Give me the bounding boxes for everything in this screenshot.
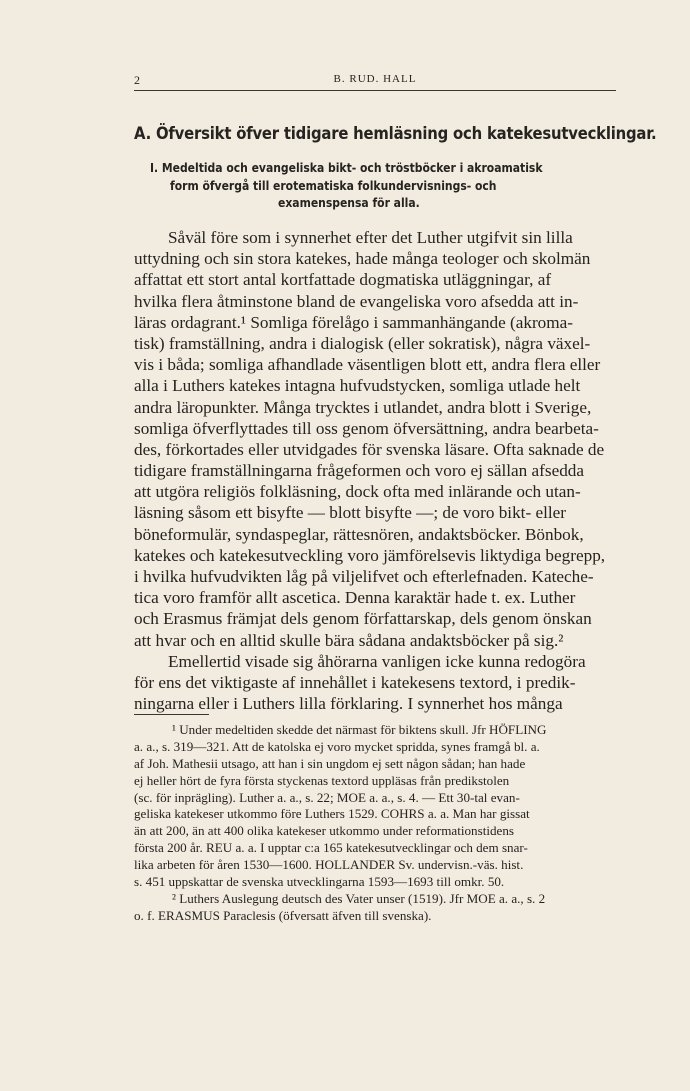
footnote-divider [134, 714, 209, 715]
body-text [134, 227, 622, 714]
body-line: tidigare framställningarna frågeformen och voro ej sällan afsedda [134, 461, 585, 481]
footnote-line: ¹ Under medeltiden skedde det närmast för biktens skull. Jfr HÖFLING [172, 722, 547, 737]
footnote-line: lika arbeten för åren 1530—1600. HOLLANDER Sv. undervisn.-väs. hist. [134, 857, 524, 873]
body-line: vis i båda; somliga afhandlade väsentligen blott ett, andra flera eller [134, 355, 601, 375]
body-line: att utgöra religiös folkläsning, dock ofta med inlärande och utan- [134, 482, 581, 502]
body-line: tisk) framställning, andra i dialogisk (eller sokratisk), några växel- [134, 333, 591, 353]
footnote-line: geliska katekeser utkommo före Luthers 1529. COHRS a. a. Man har gissat [134, 806, 530, 822]
body-line: uttydning och sin stora katekes, hade många teologer och skolmän [134, 249, 591, 269]
footnotes [134, 722, 622, 925]
body-line: Såväl före som i synnerhet efter det Luther utgifvit sin lilla [168, 228, 573, 247]
subsection-line: I. Medeltida och evangeliska bikt- och tröstböcker i akroamatisk [150, 161, 543, 175]
body-line: böneformulär, syndaspeglar, rättesnören, andaktsböcker. Bönbok, [134, 524, 584, 544]
section-title: A. Öfversikt öfver tidigare hemläsning och katekesutvecklingar. [134, 124, 657, 143]
body-line: i hvilka hufvudvikten låg på viljelifvet och efterlefnaden. Kateche- [134, 567, 594, 586]
body-line: somliga öfverflyttades till oss genom öfversättning, andra bearbeta- [134, 418, 599, 438]
footnote-line: a. a., s. 319—321. Att de katolska ej voro mycket spridda, synes framgå bl. a. [134, 738, 540, 754]
body-line: des, förkortades eller utvidgades för svenska läsare. Ofta saknade de [134, 439, 605, 459]
body-line: tica voro framför allt ascetica. Denna karaktär hade t. ex. Luther [134, 588, 576, 608]
body-line: katekes och katekesutveckling voro jämförelsevis liktydiga begrepp, [134, 545, 606, 565]
running-head-title: B. RUD. HALL [333, 73, 417, 85]
body-line: hvilka flera åtminstone bland de evangeliska voro afsedda att in- [134, 291, 579, 311]
footnote-line: af Joh. Mathesii utsago, att han i sin ungdom ej sett någon sådan; han hade [134, 755, 526, 771]
footnote-line: ² Luthers Auslegung deutsch des Vater unser (1519). Jfr MOE a. a., s. 2 [172, 890, 546, 906]
subsection-line: form öfvergå till erotematiska folkundervisnings- och [170, 178, 497, 193]
footnote-line: första 200 år. REU a. a. I upptar c:a 165 katekesutvecklingar och dem snar- [134, 840, 528, 856]
body-line: Emellertid visade sig åhörarna vanligen icke kunna redogöra [168, 651, 586, 671]
page-number: 2 [134, 73, 140, 87]
footnote-line: o. f. ERASMUS Paraclesis (öfversatt äfven till svenska). [134, 907, 432, 923]
body-line: läras ordagrant.¹ Somliga förelågo i sammanhängande (akroma- [134, 312, 573, 332]
body-line: läsning såsom ett bisyfte — blott bisyfte —; de voro bikt- eller [134, 503, 567, 523]
body-line: affattat ett stort antal kortfattade dogmatiska utläggningar, af [134, 270, 552, 290]
footnote-line: ej heller hört de fyra första styckenas textord uppläsas från predikstolen [134, 772, 510, 788]
body-line: andra läropunkter. Många trycktes i utlandet, andra blott i Sverige, [134, 397, 592, 417]
subsection-line: examenspensa för alla. [278, 196, 420, 210]
footnote-line: s. 451 uppskattar de svenska utvecklingarna 1593—1693 till omkr. 50. [134, 874, 505, 890]
body-line: och Erasmus främjat dels genom författarskap, dels genom önskan [134, 609, 592, 629]
body-line: ningarna eller i Luthers lilla förklaring. I synnerhet hos många [134, 694, 563, 714]
body-line: alla i Luthers katekes intagna hufvudstycken, somliga utlade helt [134, 376, 581, 396]
body-line: för ens det viktigaste af innehållet i katekesens textord, i predik- [134, 672, 576, 692]
running-head [134, 72, 616, 91]
body-line: att hvar och en alltid skulle bära sådana andaktsböcker på sig.² [134, 630, 564, 650]
subsection-heading [150, 160, 604, 213]
footnote-line: (sc. för inprägling). Luther a. a., s. 22; MOE a. a., s. 4. — Ett 30-tal evan- [134, 789, 520, 805]
footnote-line: än att 200, än att 400 olika katekeser utkommo under reformationstidens [134, 823, 514, 839]
